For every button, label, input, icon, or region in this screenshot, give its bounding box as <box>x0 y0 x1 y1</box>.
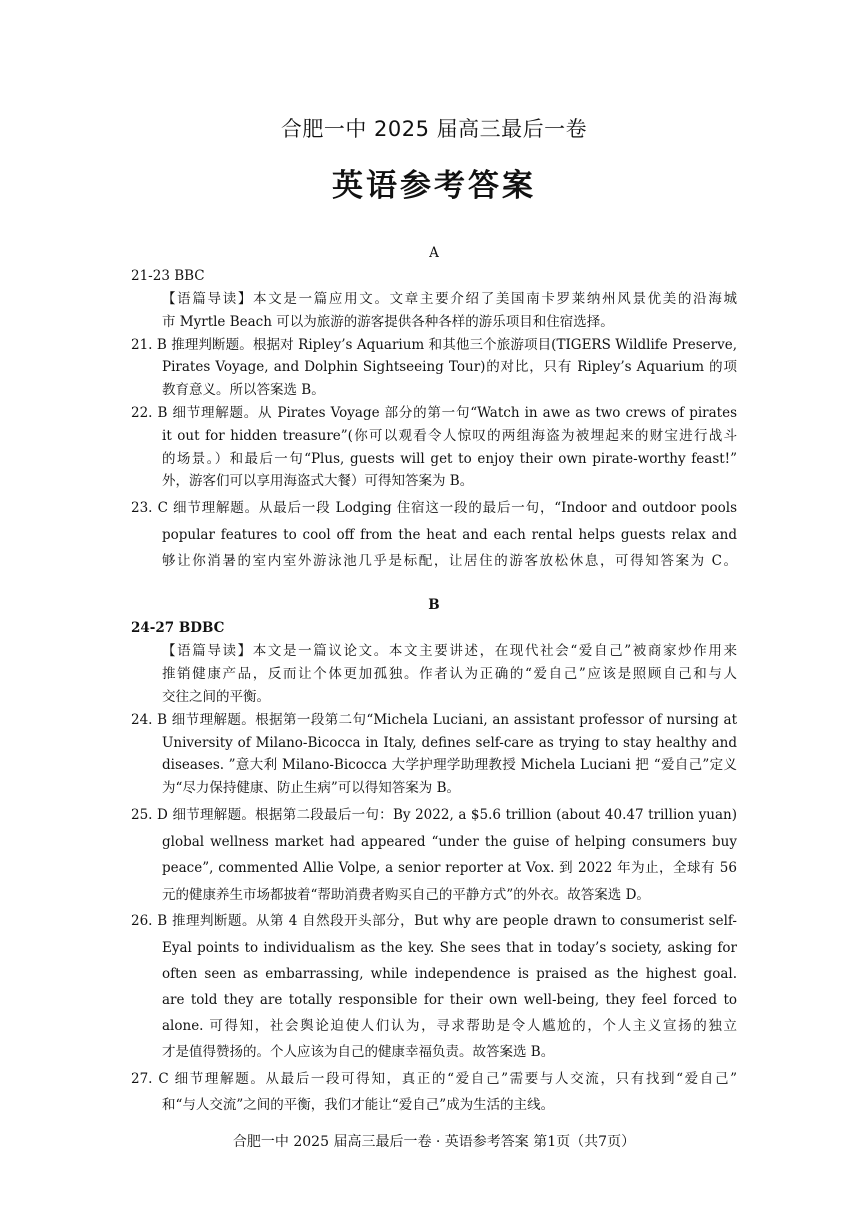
section-b-line: 24. B 细节理解题。根据第一段第二句“Michela Luciani, an assistant professor of nursing at <box>131 712 737 728</box>
page-footer: 合肥一中 2025 届高三最后一卷 · 英语参考答案 第1页（共7页） <box>232 1134 636 1150</box>
section-b-line: diseases. ”意大利 Milano-Bicocca 大学护理学助理教授 Michela Luciani 把 “爱自己”定义 <box>162 757 737 773</box>
section-a-line: 23. C 细节理解题。从最后一段 Lodging 住宿这一段的最后一句，“Indoor and outdoor pools <box>131 500 737 516</box>
section-b-line: often seen as embarrassing, while independence is praised as the highest goal. <box>162 966 737 982</box>
section-a-heading: A <box>429 245 439 261</box>
section-b-line: 26. B 推理判断题。从第 4 自然段开头部分，But why are people drawn to consumerist self- <box>131 913 737 929</box>
section-b-answers: 24-27 BDBC <box>131 620 225 636</box>
section-a-line: 22. B 细节理解题。从 Pirates Voyage 部分的第一句“Watch in awe as two crews of pirates <box>131 405 737 421</box>
section-b-line: 元的健康养生市场都披着“帮助消费者购买自己的平静方式”的外衣。故答案选 D。 <box>162 887 650 903</box>
section-a-line: 市 Myrtle Beach 可以为旅游的游客提供各种各样的游乐项目和住宿选择。 <box>162 314 614 330</box>
section-b-heading: B <box>428 597 440 613</box>
section-a-line: it out for hidden treasure”(你可以观看令人惊叹的两组海盗为被埋起来的财宝进行战斗 <box>162 428 737 444</box>
document-title: 英语参考答案 <box>332 168 536 204</box>
section-a-line: Pirates Voyage, and Dolphin Sightseeing Tour)的对比，只有 Ripley’s Aquarium 的项 <box>162 359 737 375</box>
section-a-line: 外，游客们可以享用海盗式大餐）可得知答案为 B。 <box>162 473 474 489</box>
section-b-line: 交往之间的平衡。 <box>162 689 270 705</box>
section-a-answers: 21-23 BBC <box>131 268 205 284</box>
section-a-line: 的场景。）和最后一句“Plus, guests will get to enjoy their own pirate-worthy feast!” <box>162 451 737 467</box>
section-a-line: 21. B 推理判断题。根据对 Ripley’s Aquarium 和其他三个旅游项目(TIGERS Wildlife Preserve, <box>131 337 737 353</box>
section-a-line: 【语篇导读】本文是一篇应用文。文章主要介绍了美国南卡罗莱纳州风景优美的沿海城 <box>162 291 737 307</box>
section-a-line: popular features to cool off from the heat and each rental helps guests relax and <box>162 527 737 543</box>
section-b-line: 和“与人交流”之间的平衡，我们才能让“爱自己”成为生活的主线。 <box>162 1097 555 1113</box>
section-b-line: University of Milano-Bicocca in Italy, defines self-care as trying to stay healthy and <box>162 735 737 751</box>
section-a-line: 教育意义。所以答案选 B。 <box>162 382 325 398</box>
section-b-line: are told they are totally responsible for their own well-being, they feel forced to <box>162 992 737 1008</box>
section-b-line: Eyal points to individualism as the key. She sees that in today’s society, asking for <box>162 940 737 956</box>
section-b-line: 25. D 细节理解题。根据第二段最后一句：By 2022, a $5.6 trillion (about 40.47 trillion yuan) <box>131 807 737 823</box>
section-b-line: 27. C 细节理解题。从最后一段可得知，真正的“爱自己”需要与人交流，只有找到“爱自己” <box>131 1071 737 1087</box>
section-b-line: 【语篇导读】本文是一篇议论文。本文主要讲述，在现代社会“爱自己”被商家炒作用来 <box>162 643 737 659</box>
section-b-line: alone. 可得知，社会舆论迫使人们认为，寻求帮助是令人尴尬的，个人主义宣扬的独立 <box>162 1018 737 1034</box>
section-b-line: 推销健康产品，反而让个体更加孤独。作者认为正确的“爱自己”应该是照顾自己和与人 <box>162 666 737 682</box>
section-b-line: peace”, commented Allie Volpe, a senior reporter at Vox. 到 2022 年为止，全球有 56 <box>162 860 737 876</box>
section-b-line: global wellness market had appeared “under the guise of helping consumers buy <box>162 834 737 850</box>
section-b-line: 为“尽力保持健康、防止生病”可以得知答案为 B。 <box>162 780 461 796</box>
exam-title: 合肥一中 2025 届高三最后一卷 <box>280 117 588 141</box>
section-b-line: 才是值得赞扬的。个人应该为自己的健康幸福负责。故答案选 B。 <box>162 1044 555 1060</box>
section-a-line: 够让你消暑的室内室外游泳池几乎是标配，让居住的游客放松休息，可得知答案为 C。 <box>162 553 737 569</box>
